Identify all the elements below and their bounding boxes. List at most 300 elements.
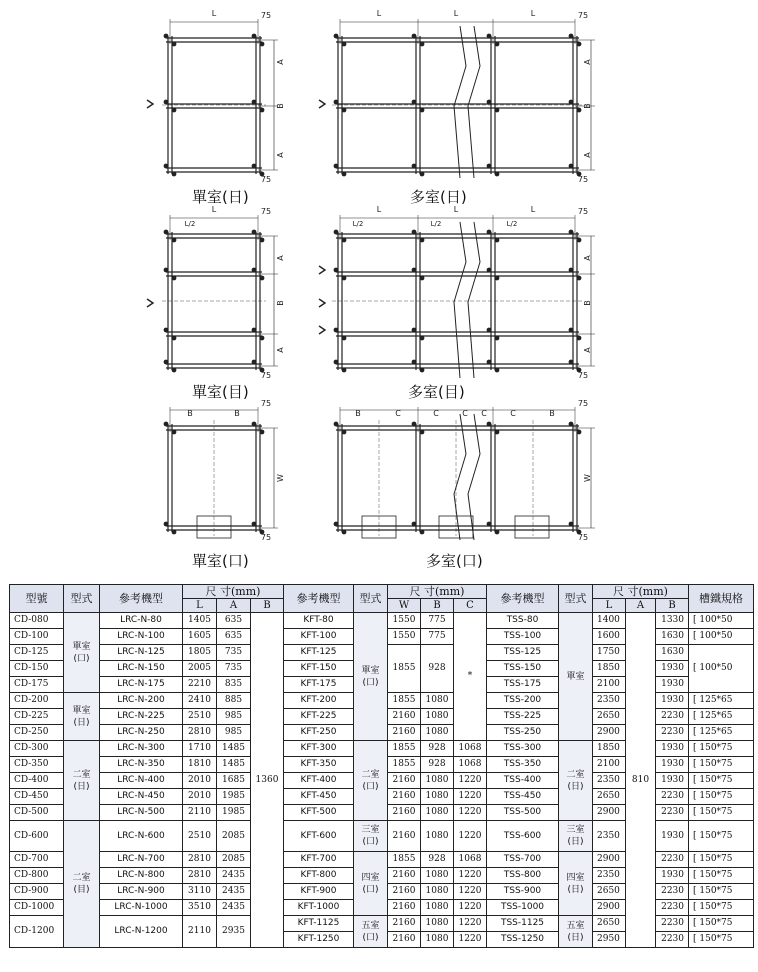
dimension-label: W: [276, 474, 285, 482]
anchor-bolt: [260, 336, 265, 341]
header-C: C: [454, 599, 487, 613]
dim-B-cell: 2230: [656, 709, 689, 725]
header-dims: 尺 寸(mm): [388, 585, 487, 599]
tss-style-cell: 五室 (日): [559, 916, 593, 948]
dim-L-cell: 2210: [183, 677, 217, 693]
anchor-bolt: [164, 422, 169, 427]
dim-B-cell: 2230: [656, 789, 689, 805]
anchor-bolt: [342, 238, 347, 243]
anchor-bolt: [172, 238, 177, 243]
edge-dim-label: 75: [260, 11, 272, 20]
anchor-bolt: [569, 230, 574, 235]
anchor-bolt: [412, 360, 417, 365]
tss-model-cell: TSS-600: [487, 821, 559, 852]
dim-B-cell: 1630: [656, 645, 689, 661]
header-model-no: 型號: [10, 585, 64, 613]
model-no-cell: CD-600: [10, 821, 64, 852]
dim-W-cell: 2160: [388, 789, 421, 805]
kft-model-cell: KFT-1000: [284, 900, 354, 916]
dim-W-cell: 2160: [388, 932, 421, 948]
header-A: A: [626, 599, 656, 613]
dim-B-cell: 1080: [421, 900, 454, 916]
dimension-label: A: [583, 255, 592, 261]
dimension-label: A: [583, 59, 592, 65]
tss-model-cell: TSS-1125: [487, 916, 559, 932]
model-no-cell: CD-300: [10, 741, 64, 757]
dim-L-cell: 2900: [593, 725, 626, 741]
dim-A-cell: 635: [217, 613, 251, 629]
edge-dim-label: 75: [577, 371, 589, 380]
anchor-bolt: [487, 422, 492, 427]
dim-B-cell: 2230: [656, 852, 689, 868]
anchor-bolt: [487, 268, 492, 273]
dim-A-cell: 985: [217, 725, 251, 741]
anchor-bolt: [342, 172, 347, 177]
model-no-cell: CD-150: [10, 661, 64, 677]
anchor-bolt: [334, 34, 339, 39]
dim-C-cell: 1220: [454, 932, 487, 948]
model-no-cell: CD-175: [10, 677, 64, 693]
anchor-bolt: [342, 276, 347, 281]
anchor-bolt: [252, 328, 257, 333]
direction-arrow-icon: [147, 100, 153, 108]
dimension-label: L: [530, 9, 536, 18]
dim-W-cell: 2160: [388, 773, 421, 789]
dim-W-cell: 1550: [388, 613, 421, 629]
dimension-label: A: [276, 255, 285, 261]
dimension-label: A: [276, 152, 285, 158]
anchor-bolt: [577, 276, 582, 281]
dimension-label: C: [462, 409, 468, 418]
anchor-bolt: [172, 430, 177, 435]
anchor-bolt: [420, 172, 425, 177]
dim-B-cell: 1930: [656, 868, 689, 884]
header-B: B: [421, 599, 454, 613]
header-rail-spec: 槽鐵規格: [689, 585, 754, 613]
style-cell: 二室 (日): [64, 741, 100, 821]
rail-spec-cell: [ 150*75: [689, 741, 754, 757]
tss-model-cell: TSS-100: [487, 629, 559, 645]
anchor-bolt: [487, 230, 492, 235]
anchor-bolt: [164, 164, 169, 169]
model-no-cell: CD-700: [10, 852, 64, 868]
dim-C-cell: 1068: [454, 741, 487, 757]
dim-A-cell: 835: [217, 677, 251, 693]
dimension-label: L: [211, 9, 217, 18]
header-style: 型式: [64, 585, 100, 613]
ref-model-cell: LRC-N-350: [100, 757, 183, 773]
rail-spec-cell: [ 125*65: [689, 693, 754, 709]
dim-B-cell: 928: [421, 645, 454, 693]
ref-model-cell: LRC-N-150: [100, 661, 183, 677]
dim-L-cell: 2010: [183, 789, 217, 805]
header-L: L: [593, 599, 626, 613]
dim-B-cell: 2230: [656, 725, 689, 741]
anchor-bolt: [487, 164, 492, 169]
tss-model-cell: TSS-800: [487, 868, 559, 884]
model-no-cell: CD-250: [10, 725, 64, 741]
model-no-cell: CD-900: [10, 884, 64, 900]
dim-A-cell: 2085: [217, 821, 251, 852]
kft-model-cell: KFT-600: [284, 821, 354, 852]
dim-L-cell: 2510: [183, 709, 217, 725]
dim-B-cell: 1080: [421, 805, 454, 821]
dimension-label: C: [433, 409, 439, 418]
dim-B-cell: 1080: [421, 709, 454, 725]
anchor-bolt: [487, 100, 492, 105]
kft-style-cell: 五室 (口): [354, 916, 388, 948]
dim-L-cell: 1850: [593, 661, 626, 677]
direction-arrow-icon: [319, 299, 325, 307]
kft-model-cell: KFT-250: [284, 725, 354, 741]
dim-L-cell: 2900: [593, 900, 626, 916]
tss-model-cell: TSS-1000: [487, 900, 559, 916]
dimension-label: C: [510, 409, 516, 418]
anchor-bolt: [172, 336, 177, 341]
kft-model-cell: KFT-900: [284, 884, 354, 900]
dim-B-cell: 1080: [421, 789, 454, 805]
dimension-label: L/2: [430, 220, 442, 228]
dim-C-cell: 1220: [454, 900, 487, 916]
dim-B-cell: 928: [421, 741, 454, 757]
dim-L-cell: 2010: [183, 773, 217, 789]
ref-model-cell: LRC-N-125: [100, 645, 183, 661]
model-no-cell: CD-1000: [10, 900, 64, 916]
model-no-cell: CD-450: [10, 789, 64, 805]
dim-W-cell: 2160: [388, 916, 421, 932]
spec-table-body: [10, 613, 754, 948]
kft-style-cell: 四室 (口): [354, 852, 388, 916]
header-ref-model: 參考機型: [487, 585, 559, 613]
dimension-label: A: [276, 59, 285, 65]
ref-model-cell: LRC-N-450: [100, 789, 183, 805]
anchor-bolt: [164, 360, 169, 365]
edge-dim-label: 75: [260, 399, 272, 408]
caption-multi-mouth: 多室(口): [426, 552, 483, 570]
style-cell: 二室 (目): [64, 821, 100, 948]
model-no-cell: CD-350: [10, 757, 64, 773]
dimension-label: L/2: [352, 220, 364, 228]
dimension-label: B: [234, 409, 240, 418]
anchor-bolt: [487, 34, 492, 39]
anchor-bolt: [164, 34, 169, 39]
model-no-cell: CD-225: [10, 709, 64, 725]
edge-dim-label: 75: [260, 207, 272, 216]
ref-model-cell: LRC-N-800: [100, 868, 183, 884]
anchor-bolt: [495, 368, 500, 373]
anchor-bolt: [412, 328, 417, 333]
tss-model-cell: TSS-150: [487, 661, 559, 677]
anchor-bolt: [412, 230, 417, 235]
anchor-bolt: [342, 42, 347, 47]
dim-L-cell: 2810: [183, 868, 217, 884]
spec-table: [9, 584, 754, 948]
ref-model-cell: LRC-N-175: [100, 677, 183, 693]
dim-W-cell: 1855: [388, 741, 421, 757]
anchor-bolt: [342, 530, 347, 535]
header-dims: 尺 寸(mm): [593, 585, 689, 599]
edge-dim-label: 75: [260, 175, 272, 184]
dim-L-cell: 3510: [183, 900, 217, 916]
direction-arrow-icon: [319, 100, 325, 108]
dim-W-cell: 2160: [388, 868, 421, 884]
anchor-bolt: [577, 108, 582, 113]
kft-model-cell: KFT-350: [284, 757, 354, 773]
dim-B-cell: 775: [421, 613, 454, 629]
dim-L-cell: 1750: [593, 645, 626, 661]
anchor-bolt: [172, 108, 177, 113]
dim-A-cell: 2435: [217, 868, 251, 884]
dim-A-cell: 635: [217, 629, 251, 645]
anchor-bolt: [334, 268, 339, 273]
header-L: L: [183, 599, 217, 613]
dimension-label: A: [583, 152, 592, 158]
tss-model-cell: TSS-900: [487, 884, 559, 900]
dimension-label: B: [355, 409, 361, 418]
dimension-label: B: [276, 103, 285, 109]
dimension-label: L/2: [506, 220, 518, 228]
dim-A-cell: 2435: [217, 884, 251, 900]
tss-model-cell: TSS-200: [487, 693, 559, 709]
anchor-bolt: [495, 238, 500, 243]
anchor-bolt: [172, 530, 177, 535]
dim-B-cell: 1080: [421, 725, 454, 741]
dim-L-cell: 2100: [593, 677, 626, 693]
dim-L-cell: 3110: [183, 884, 217, 900]
caption-single-sun: 單室(日): [192, 188, 249, 206]
dim-W-cell: 2160: [388, 900, 421, 916]
header-W: W: [388, 599, 421, 613]
dimension-label: L: [376, 205, 382, 214]
dim-L-cell: 2650: [593, 884, 626, 900]
anchor-bolt: [569, 268, 574, 273]
kft-model-cell: KFT-400: [284, 773, 354, 789]
model-no-cell: CD-500: [10, 805, 64, 821]
anchor-bolt: [569, 422, 574, 427]
anchor-bolt: [412, 34, 417, 39]
ref-model-cell: LRC-N-300: [100, 741, 183, 757]
anchor-bolt: [420, 430, 425, 435]
dim-C-cell: 1220: [454, 789, 487, 805]
dim-A-cell: 735: [217, 661, 251, 677]
tss-style-cell: 三室 (日): [559, 821, 593, 852]
ref-model-cell: LRC-N-500: [100, 805, 183, 821]
anchor-bolt: [569, 328, 574, 333]
anchor-bolt: [577, 42, 582, 47]
dimension-label: B: [549, 409, 555, 418]
caption-single-mouth: 單室(口): [192, 552, 249, 570]
dim-A-cell: 2085: [217, 852, 251, 868]
kft-model-cell: KFT-800: [284, 868, 354, 884]
dimension-label: A: [276, 347, 285, 353]
rail-spec-cell: [ 125*65: [689, 725, 754, 741]
header-A: A: [217, 599, 251, 613]
dim-B-cell: 2230: [656, 805, 689, 821]
dim-C-cell: 1068: [454, 757, 487, 773]
ref-model-cell: LRC-N-225: [100, 709, 183, 725]
dim-W-cell: 2160: [388, 884, 421, 900]
dim-A-cell: 1985: [217, 805, 251, 821]
anchor-bolt: [495, 42, 500, 47]
model-no-cell: CD-100: [10, 629, 64, 645]
model-no-cell: CD-080: [10, 613, 64, 629]
dim-C-cell: 1220: [454, 868, 487, 884]
anchor-bolt: [342, 430, 347, 435]
tss-model-cell: TSS-175: [487, 677, 559, 693]
dimension-label: B: [187, 409, 193, 418]
anchor-bolt: [577, 430, 582, 435]
dim-L-cell: 1600: [593, 629, 626, 645]
dimension-label: B: [276, 300, 285, 306]
dim-L-cell: 2650: [593, 789, 626, 805]
dim-W-cell: 2160: [388, 709, 421, 725]
dim-B-cell: 2230: [656, 932, 689, 948]
edge-dim-label: 75: [577, 533, 589, 542]
anchor-bolt: [342, 336, 347, 341]
anchor-bolt: [569, 34, 574, 39]
anchor-bolt: [412, 522, 417, 527]
dim-L-cell: 1710: [183, 741, 217, 757]
dim-L-cell: 1850: [593, 741, 626, 757]
kft-model-cell: KFT-225: [284, 709, 354, 725]
anchor-bolt: [420, 108, 425, 113]
tss-model-cell: TSS-125: [487, 645, 559, 661]
edge-dim-label: 75: [260, 371, 272, 380]
anchor-bolt: [252, 164, 257, 169]
anchor-bolt: [334, 522, 339, 527]
tss-model-cell: TSS-350: [487, 757, 559, 773]
dim-A-cell: 885: [217, 693, 251, 709]
edge-dim-label: 75: [260, 533, 272, 542]
anchor-bolt: [252, 34, 257, 39]
tss-model-cell: TSS-300: [487, 741, 559, 757]
anchor-bolt: [487, 522, 492, 527]
dim-L-cell: 2950: [593, 932, 626, 948]
tss-model-cell: TSS-450: [487, 789, 559, 805]
anchor-bolt: [252, 230, 257, 235]
anchor-bolt: [495, 430, 500, 435]
rail-spec-cell: [ 150*75: [689, 773, 754, 789]
anchor-bolt: [252, 522, 257, 527]
dim-A-cell: 735: [217, 645, 251, 661]
dim-L-cell: 2900: [593, 852, 626, 868]
dimension-label: L: [376, 9, 382, 18]
dim-W-cell: 1855: [388, 693, 421, 709]
kft-style-cell: 三室 (口): [354, 821, 388, 852]
kft-model-cell: KFT-100: [284, 629, 354, 645]
direction-arrow-icon: [319, 266, 325, 274]
anchor-bolt: [577, 336, 582, 341]
dim-A-cell: 1485: [217, 757, 251, 773]
kft-model-cell: KFT-1125: [284, 916, 354, 932]
dimension-label: L: [453, 205, 459, 214]
dim-A-cell: 1685: [217, 773, 251, 789]
anchor-bolt: [495, 336, 500, 341]
dim-L-cell: 2510: [183, 821, 217, 852]
dim-C-cell: 1220: [454, 805, 487, 821]
anchor-bolt: [420, 42, 425, 47]
dim-B-cell: 1080: [421, 932, 454, 948]
dim-B-cell: 1080: [421, 821, 454, 852]
dimension-label: B: [583, 300, 592, 306]
dim-L-cell: 2650: [593, 709, 626, 725]
dim-L-cell: 2110: [183, 805, 217, 821]
anchor-bolt: [260, 42, 265, 47]
rail-spec-cell: [ 150*75: [689, 821, 754, 852]
dim-A-cell: 985: [217, 709, 251, 725]
ref-model-cell: LRC-N-100: [100, 629, 183, 645]
header-ref-model: 參考機型: [284, 585, 354, 613]
model-no-cell: CD-400: [10, 773, 64, 789]
rail-spec-cell: [ 150*75: [689, 900, 754, 916]
dim-C-cell: 1068: [454, 852, 487, 868]
dim-A-cell: 2935: [217, 916, 251, 948]
anchor-bolt: [164, 328, 169, 333]
tss-model-cell: TSS-1250: [487, 932, 559, 948]
anchor-bolt: [342, 108, 347, 113]
dim-B-cell: 928: [421, 852, 454, 868]
anchor-bolt: [420, 336, 425, 341]
dim-A-cell: 810: [626, 613, 656, 948]
dim-L-cell: 2350: [593, 821, 626, 852]
anchor-bolt: [260, 238, 265, 243]
dim-C-cell: *: [454, 613, 487, 741]
anchor-bolt: [420, 276, 425, 281]
anchor-bolt: [569, 522, 574, 527]
dim-B-cell: 1080: [421, 693, 454, 709]
dim-B-cell: 1080: [421, 916, 454, 932]
dim-B-cell: 1930: [656, 661, 689, 677]
style-cell: 單室 (口): [64, 613, 100, 693]
anchor-bolt: [569, 360, 574, 365]
caption-multi-eye: 多室(目): [408, 383, 465, 401]
dim-C-cell: 1220: [454, 773, 487, 789]
dim-B-cell: 1360: [251, 613, 284, 948]
dim-A-cell: 2435: [217, 900, 251, 916]
anchor-bolt: [252, 422, 257, 427]
anchor-bolt: [164, 230, 169, 235]
dim-B-cell: 1930: [656, 693, 689, 709]
anchor-bolt: [412, 164, 417, 169]
anchor-bolt: [164, 268, 169, 273]
dim-B-cell: 1930: [656, 677, 689, 693]
anchor-bolt: [412, 422, 417, 427]
model-no-cell: CD-125: [10, 645, 64, 661]
edge-dim-label: 75: [577, 175, 589, 184]
anchor-bolt: [334, 422, 339, 427]
tss-model-cell: TSS-400: [487, 773, 559, 789]
rail-spec-cell: [ 100*50: [689, 613, 754, 629]
header-ref-model: 參考機型: [100, 585, 183, 613]
kft-model-cell: KFT-500: [284, 805, 354, 821]
anchor-bolt: [334, 360, 339, 365]
dimension-label: L/2: [184, 220, 196, 228]
dim-C-cell: 1220: [454, 884, 487, 900]
caption-multi-sun: 多室(日): [410, 188, 467, 206]
kft-model-cell: KFT-80: [284, 613, 354, 629]
edge-dim-label: 75: [577, 11, 589, 20]
dim-L-cell: 2350: [593, 693, 626, 709]
anchor-bolt: [172, 42, 177, 47]
caption-single-eye: 單室(目): [192, 383, 249, 401]
anchor-bolt: [420, 368, 425, 373]
dim-W-cell: 2160: [388, 805, 421, 821]
dim-B-cell: 1080: [421, 884, 454, 900]
tss-style-cell: 單室: [559, 613, 593, 741]
kft-model-cell: KFT-450: [284, 789, 354, 805]
dim-L-cell: 2350: [593, 868, 626, 884]
anchor-bolt: [260, 108, 265, 113]
